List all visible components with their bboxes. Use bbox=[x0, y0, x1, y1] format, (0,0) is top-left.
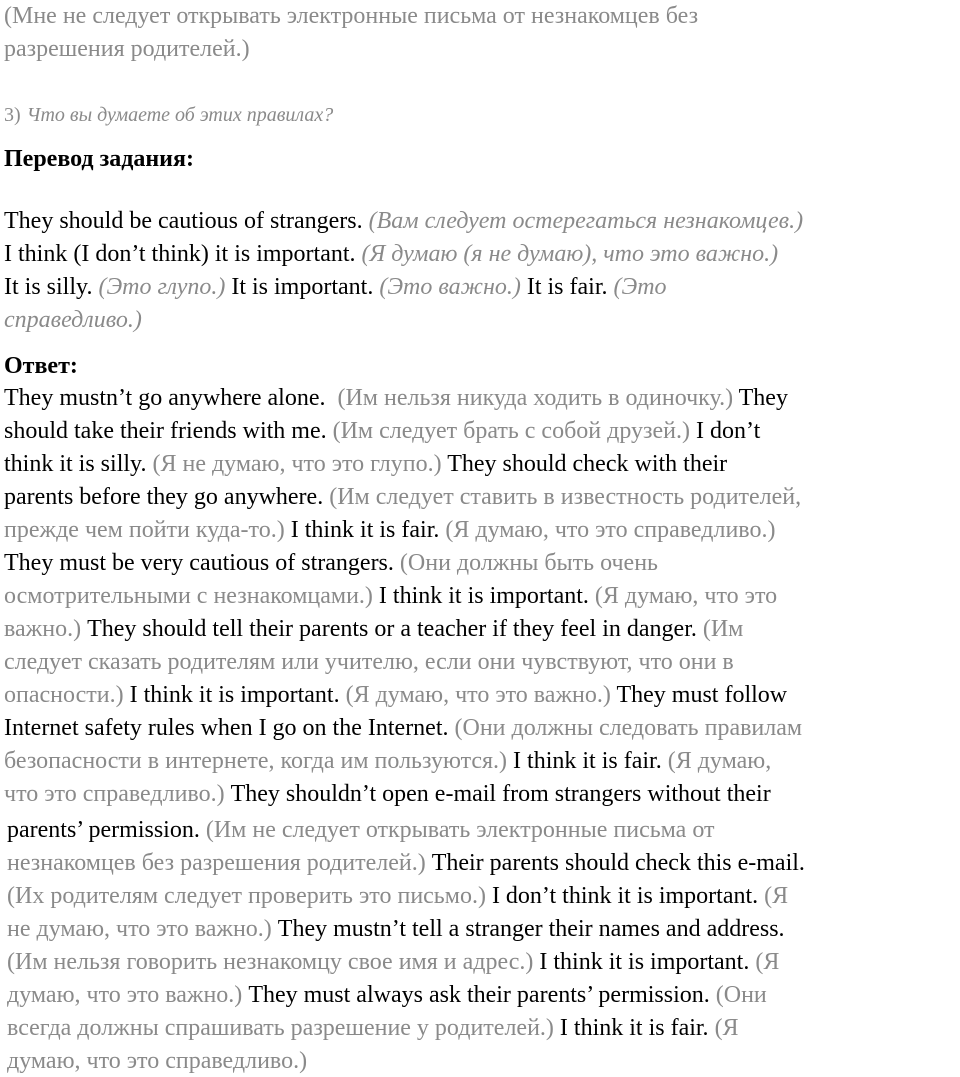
ru-text: не думаю, что это важно.) bbox=[7, 916, 272, 942]
translation-heading: Перевод задания: bbox=[4, 146, 194, 172]
ru-text: (Они должны быть очень bbox=[399, 550, 658, 576]
en-text: I think it is fair. bbox=[290, 517, 440, 543]
ru-text: (Это bbox=[613, 274, 667, 300]
en-text: They shouldn’t open e-mail from strangers without their bbox=[230, 781, 771, 807]
ru-text: (Они должны следовать правилам bbox=[454, 715, 803, 741]
answer-line-20 bbox=[7, 1012, 739, 1044]
en-text: It is fair. bbox=[526, 274, 608, 300]
en-text: They must follow bbox=[616, 682, 788, 708]
ru-text: (Им bbox=[702, 616, 744, 642]
en-text: They should check with their bbox=[447, 451, 728, 477]
answer-line-7 bbox=[4, 580, 777, 612]
ru-text: всегда должны спрашивать разрешение у родителей.) bbox=[7, 1015, 554, 1041]
ru-text: (Им не следует открывать электронные письма от bbox=[205, 817, 715, 843]
answer-line-13 bbox=[4, 778, 771, 810]
ru-text: (Это глупо.) bbox=[98, 274, 226, 300]
answer-line-9: следует сказать родителям или учителю, если они чувствуют, что они в bbox=[4, 649, 734, 675]
ru-text: опасности.) bbox=[4, 682, 124, 708]
answer-line-18 bbox=[7, 946, 779, 978]
en-text: Their parents should check this e-mail. bbox=[431, 850, 805, 876]
answer-line-1 bbox=[4, 382, 788, 414]
ru-text: (Я думаю, что это bbox=[594, 583, 778, 609]
answer-line-17 bbox=[7, 913, 785, 945]
answer-line-4 bbox=[4, 481, 801, 513]
answer-line-16 bbox=[7, 880, 788, 912]
en-text: They must always ask their parents’ permission. bbox=[248, 982, 710, 1008]
answer-line-6 bbox=[4, 547, 658, 579]
ru-text: (Вам следует остерегаться незнакомцев.) bbox=[368, 208, 804, 234]
en-text: should take their friends with me. bbox=[4, 418, 327, 444]
en-text: Internet safety rules when I go on the Internet. bbox=[4, 715, 449, 741]
en-text: I think it is fair. bbox=[559, 1015, 709, 1041]
ru-text: (Они bbox=[715, 982, 767, 1008]
en-text: They must be very cautious of strangers. bbox=[4, 550, 394, 576]
en-text: It is silly. bbox=[4, 274, 93, 300]
question-number: 3) bbox=[4, 104, 21, 126]
answer-line-11 bbox=[4, 712, 802, 744]
en-text: I don’t bbox=[696, 418, 761, 444]
ru-text: (Им следует ставить в известность родителей, bbox=[329, 484, 802, 510]
ru-text: (Я bbox=[714, 1015, 739, 1041]
en-text: think it is silly. bbox=[4, 451, 147, 477]
en-text: They should tell their parents or a teacher if they feel in danger. bbox=[87, 616, 697, 642]
en-text: I think it is important. bbox=[378, 583, 589, 609]
answer-line-3 bbox=[4, 448, 727, 480]
prev-translation-line-2: разрешения родителей.) bbox=[4, 36, 250, 62]
question-text: Что вы думаете об этих правилах? bbox=[26, 104, 334, 126]
ru-text: (Я не думаю, что это глупо.) bbox=[152, 451, 442, 477]
ru-text: что это справедливо.) bbox=[4, 781, 225, 807]
ru-text: (Я думаю, bbox=[667, 748, 772, 774]
answer-line-21: думаю, что это справедливо.) bbox=[7, 1048, 308, 1074]
answer-line-8 bbox=[4, 613, 743, 645]
en-text: It is important. bbox=[231, 274, 374, 300]
ru-text: незнакомцев без разрешения родителей.) bbox=[7, 850, 426, 876]
ru-text: думаю, что это важно.) bbox=[7, 982, 243, 1008]
translation-line-1 bbox=[4, 205, 803, 237]
translation-line-3 bbox=[4, 271, 667, 303]
en-text: parents’ permission. bbox=[7, 817, 200, 843]
answer-line-15 bbox=[7, 847, 805, 879]
answer-line-10 bbox=[4, 679, 787, 711]
answer-line-2 bbox=[4, 415, 760, 447]
ru-text: (Это важно.) bbox=[379, 274, 521, 300]
ru-text: (Я bbox=[764, 883, 789, 909]
ru-text: (Я bbox=[755, 949, 780, 975]
answer-line-14 bbox=[7, 814, 715, 846]
en-text: They mustn’t go anywhere alone. bbox=[4, 385, 326, 411]
en-text: I think it is important. bbox=[129, 682, 340, 708]
ru-text: прежде чем пойти куда-то.) bbox=[4, 517, 285, 543]
en-text: I think it is fair. bbox=[513, 748, 662, 774]
ru-text: осмотрительными с незнакомцами.) bbox=[4, 583, 373, 609]
ru-text: безопасности в интернете, когда им пользуются.) bbox=[4, 748, 508, 774]
ru-text: (Им нельзя говорить незнакомцу свое имя и адрес.) bbox=[7, 949, 534, 975]
answer-heading: Ответ: bbox=[4, 353, 78, 379]
ru-text: (Их родителям следует проверить это письмо.) bbox=[7, 883, 486, 909]
en-text: They mustn’t tell a stranger their names and address. bbox=[277, 916, 785, 942]
ru-text: (Я думаю (я не думаю), что это важно.) bbox=[361, 241, 779, 267]
en-text: I think it is important. bbox=[539, 949, 750, 975]
question-line bbox=[4, 98, 333, 131]
translation-line-4: справедливо.) bbox=[4, 307, 142, 333]
en-text: I think (I don’t think) it is important. bbox=[4, 241, 356, 267]
en-text: parents before they go anywhere. bbox=[4, 484, 324, 510]
translation-line-2 bbox=[4, 238, 778, 270]
ru-text: (Им следует брать с собой друзей.) bbox=[332, 418, 691, 444]
ru-text: (Я думаю, что это важно.) bbox=[345, 682, 611, 708]
ru-text: важно.) bbox=[4, 616, 82, 642]
en-text: They should be cautious of strangers. bbox=[4, 208, 363, 234]
answer-line-19 bbox=[7, 979, 767, 1011]
answer-line-12 bbox=[4, 745, 771, 777]
en-text: They bbox=[738, 385, 788, 411]
answer-line-5 bbox=[4, 514, 775, 546]
prev-translation-line-1: (Мне не следует открывать электронные письма от незнакомцев без bbox=[4, 3, 699, 29]
en-text: I don’t think it is important. bbox=[491, 883, 759, 909]
ru-text: (Я думаю, что это справедливо.) bbox=[445, 517, 776, 543]
ru-text: (Им нельзя никуда ходить в одиночку.) bbox=[337, 385, 734, 411]
